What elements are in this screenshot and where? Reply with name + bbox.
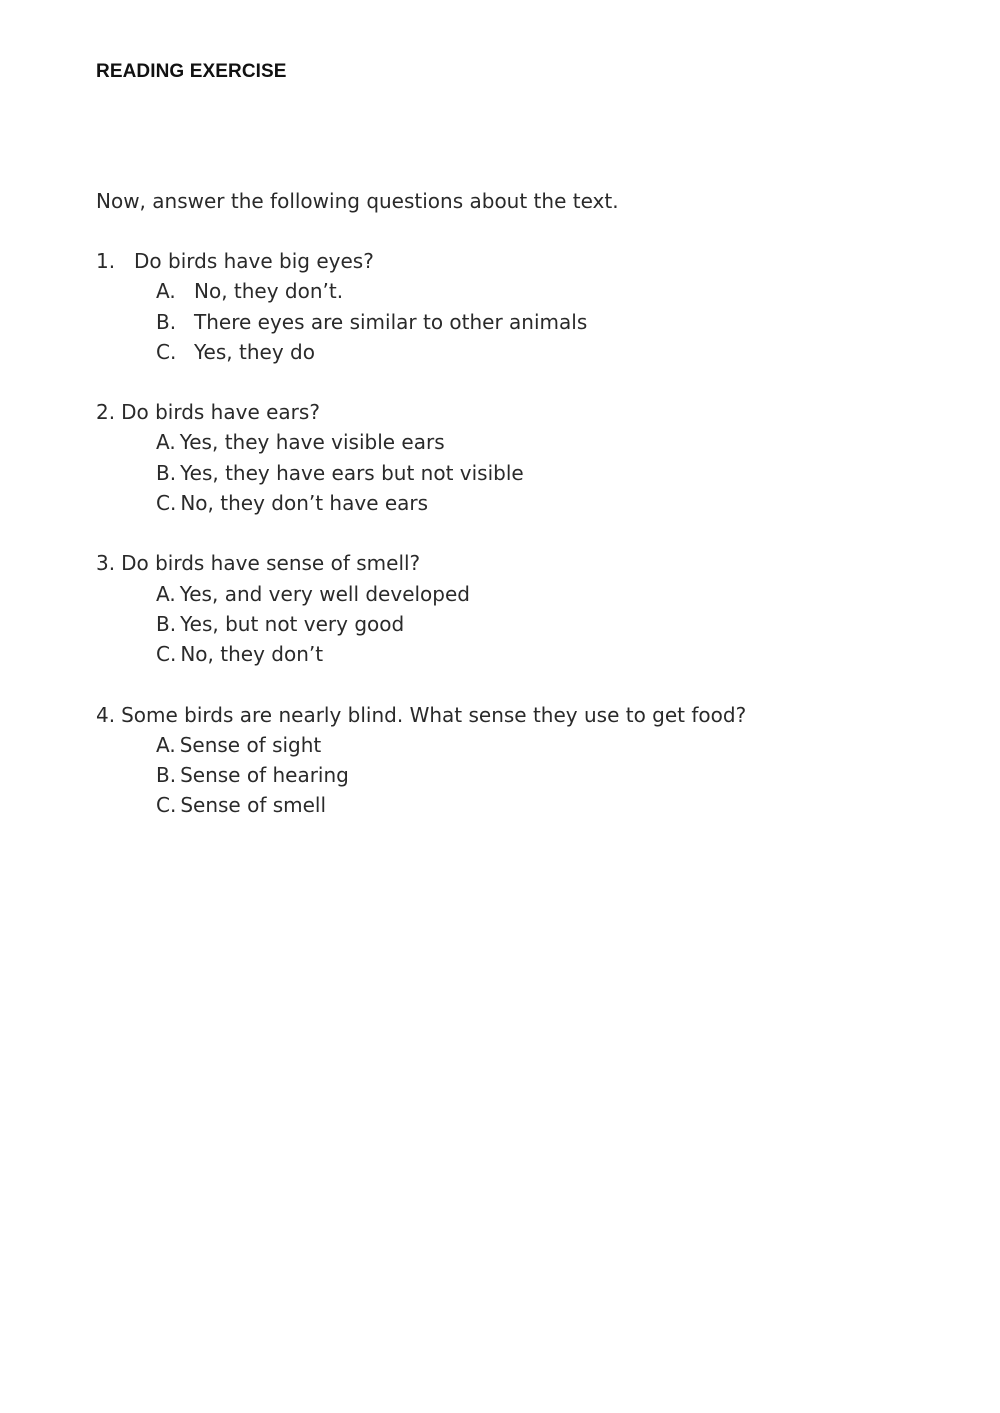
worksheet-body xyxy=(96,186,956,851)
question-2-option-a[interactable] xyxy=(96,427,956,457)
question-4-option-a[interactable] xyxy=(96,730,956,760)
option-text: No, they don’t xyxy=(180,642,324,667)
question-4-text: Some birds are nearly blind. What sense they use to get food? xyxy=(121,702,747,727)
option-text: Yes, they have ears but not visible xyxy=(180,460,524,485)
question-1-option-a[interactable] xyxy=(96,276,956,306)
option-letter: A. xyxy=(156,279,176,304)
option-text: Yes, they have visible ears xyxy=(179,430,445,455)
option-text: No, they don’t have ears xyxy=(180,491,429,516)
question-1 xyxy=(96,246,956,367)
question-1-option-b[interactable] xyxy=(96,307,956,337)
option-text: Sense of sight xyxy=(179,732,322,757)
instructions-text: Now, answer the following questions about the text. xyxy=(96,189,619,213)
option-letter: C. xyxy=(156,339,177,364)
option-text: Yes, but not very good xyxy=(180,611,405,636)
option-letter: C. xyxy=(156,642,177,667)
question-2-number: 2. xyxy=(96,400,116,425)
question-4-prompt xyxy=(96,700,956,730)
option-letter: B. xyxy=(156,460,177,485)
question-1-number: 1. xyxy=(96,249,116,273)
option-letter: B. xyxy=(156,309,177,334)
question-1-prompt xyxy=(96,246,956,276)
option-letter: A. xyxy=(156,581,176,606)
page-title: READING EXERCISE xyxy=(96,61,287,82)
question-3-text: Do birds have sense of smell? xyxy=(121,551,421,576)
option-text: There eyes are similar to other animals xyxy=(194,309,588,334)
question-4-option-c[interactable] xyxy=(96,790,956,820)
question-2-prompt xyxy=(96,397,956,427)
question-2 xyxy=(96,397,956,518)
option-letter: B. xyxy=(156,763,177,788)
option-letter: C. xyxy=(156,793,177,818)
option-text: Sense of smell xyxy=(180,793,327,818)
question-3-option-c[interactable] xyxy=(96,639,956,669)
option-text: Yes, they do xyxy=(194,339,315,364)
option-text: Yes, and very well developed xyxy=(179,581,470,606)
option-letter: B. xyxy=(156,611,177,636)
question-3-prompt xyxy=(96,548,956,578)
option-letter: C. xyxy=(156,491,177,516)
question-4 xyxy=(96,700,956,821)
question-1-text: Do birds have big eyes? xyxy=(134,249,374,273)
question-2-option-c[interactable] xyxy=(96,488,956,518)
option-letter: A. xyxy=(156,732,176,757)
question-3-option-b[interactable] xyxy=(96,609,956,639)
question-2-text: Do birds have ears? xyxy=(121,400,320,425)
question-1-option-c[interactable] xyxy=(96,337,956,367)
question-3-option-a[interactable] xyxy=(96,579,956,609)
question-3 xyxy=(96,548,956,669)
question-4-option-b[interactable] xyxy=(96,760,956,790)
option-text: No, they don’t. xyxy=(194,279,344,304)
option-text: Sense of hearing xyxy=(180,763,349,788)
question-3-number: 3. xyxy=(96,551,116,576)
option-letter: A. xyxy=(156,430,176,455)
question-4-number: 4. xyxy=(96,702,116,727)
question-2-option-b[interactable] xyxy=(96,458,956,488)
